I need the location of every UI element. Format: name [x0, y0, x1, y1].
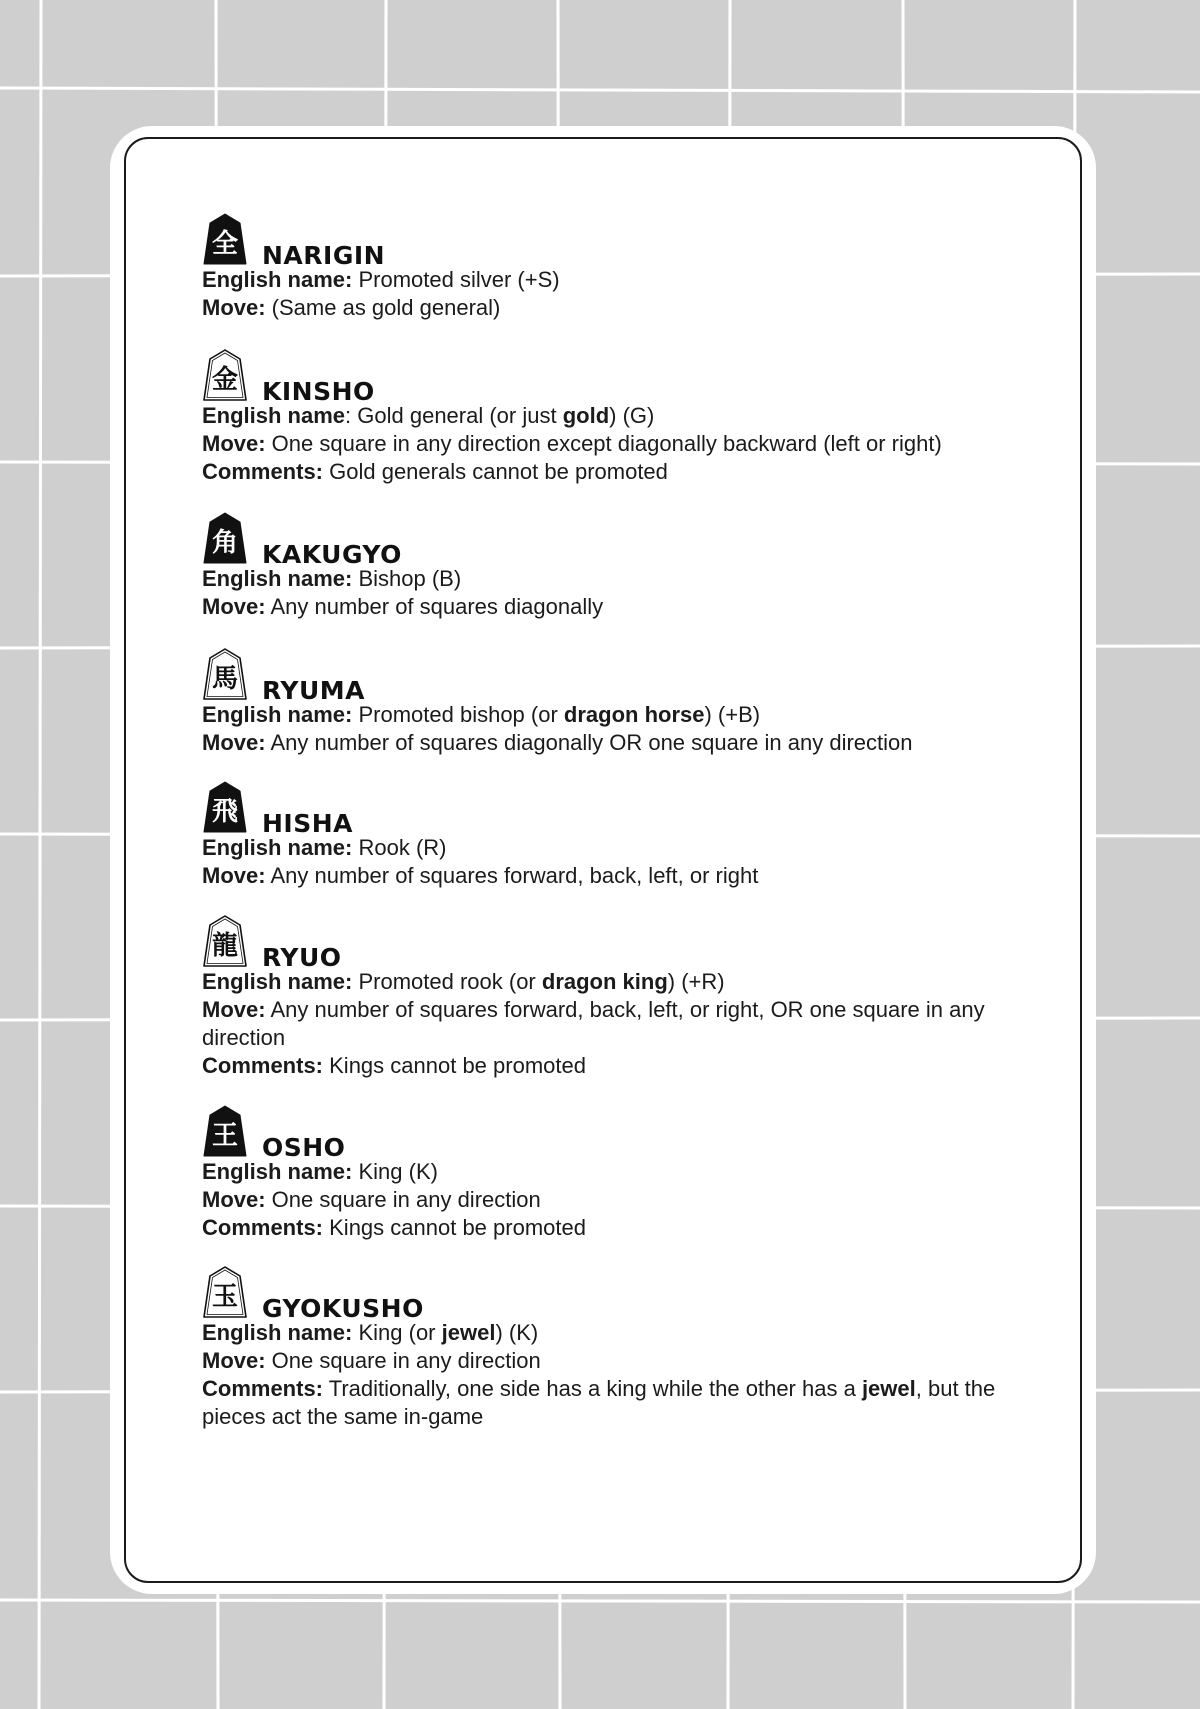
piece-entry-ryuo: [202, 912, 1062, 1080]
detail-text: Traditionally, one side has a king while the other has a: [323, 1376, 862, 1401]
piece-detail-line: [202, 458, 1062, 486]
piece-kanji: 龍: [211, 931, 239, 961]
detail-label: Move:: [202, 863, 266, 888]
piece-name: KAKUGYO: [262, 540, 402, 569]
piece-detail-line: [202, 1158, 1062, 1186]
piece-name: RYUO: [262, 943, 342, 972]
detail-label: Comments:: [202, 1215, 324, 1240]
piece-kanji: 馬: [211, 664, 239, 694]
detail-label: English name:: [202, 566, 353, 591]
piece-detail-line: [202, 1375, 1062, 1431]
piece-entry-gyokusho: [202, 1263, 1062, 1431]
piece-name: GYOKUSHO: [262, 1294, 424, 1323]
detail-text: Gold generals cannot be promoted: [323, 459, 668, 484]
detail-text: ) (K): [495, 1320, 539, 1345]
piece-detail-line: [202, 729, 1062, 757]
piece-entry-ryuma: [202, 645, 1062, 757]
shogi-piece-icon: [202, 212, 248, 266]
piece-detail-line: [202, 294, 1062, 322]
detail-text: Rook (R): [352, 835, 447, 860]
piece-name: NARIGIN: [262, 241, 386, 270]
detail-text: Any number of squares diagonally: [265, 594, 604, 619]
shogi-piece-icon: [202, 914, 248, 968]
detail-label: Move:: [202, 997, 266, 1022]
piece-detail-line: [202, 430, 1062, 458]
detail-text: One square in any direction except diagonally backward (left or right): [265, 431, 942, 456]
piece-name: OSHO: [262, 1133, 346, 1162]
detail-label: English name: [202, 403, 346, 428]
piece-name: RYUMA: [262, 676, 366, 705]
piece-detail-line: [202, 1347, 1062, 1375]
detail-label: Move:: [202, 1187, 266, 1212]
detail-label: Comments:: [202, 459, 324, 484]
detail-text: King (K): [352, 1159, 438, 1184]
shogi-piece-icon: [202, 1265, 248, 1319]
piece-entry-hisha: [202, 778, 1062, 890]
piece-heading: [202, 1102, 1062, 1162]
piece-kanji: 飛: [211, 797, 239, 827]
detail-text: Bishop (B): [352, 566, 462, 591]
detail-label: English name:: [202, 1159, 353, 1184]
piece-kanji: 王: [211, 1121, 239, 1151]
detail-emphasis: jewel: [861, 1376, 916, 1401]
shogi-piece-icon: [202, 647, 248, 701]
detail-label: Move:: [202, 730, 266, 755]
piece-detail-line: [202, 996, 1062, 1052]
piece-heading: [202, 912, 1062, 972]
detail-text: ) (+B): [704, 702, 761, 727]
piece-heading: [202, 645, 1062, 705]
piece-heading: [202, 509, 1062, 569]
piece-detail-line: [202, 266, 1062, 294]
detail-text: Any number of squares forward, back, left, or right: [265, 863, 759, 888]
detail-text: Kings cannot be promoted: [323, 1215, 586, 1240]
piece-detail-line: [202, 862, 1062, 890]
detail-text: Kings cannot be promoted: [323, 1053, 586, 1078]
detail-emphasis: dragon horse: [563, 702, 705, 727]
piece-name: KINSHO: [262, 377, 375, 406]
piece-heading: [202, 778, 1062, 838]
detail-emphasis: gold: [562, 403, 610, 428]
piece-detail-line: [202, 834, 1062, 862]
piece-detail-line: [202, 1052, 1062, 1080]
piece-entry-kinsho: [202, 346, 1062, 486]
detail-label: Comments:: [202, 1376, 324, 1401]
piece-kanji: 玉: [211, 1282, 239, 1312]
detail-emphasis: jewel: [441, 1320, 496, 1345]
shogi-piece-icon: [202, 348, 248, 402]
detail-text: ) (G): [609, 403, 655, 428]
piece-detail-line: [202, 1186, 1062, 1214]
detail-label: Move:: [202, 431, 266, 456]
piece-kanji: 角: [211, 528, 239, 558]
detail-text: One square in any direction: [265, 1187, 541, 1212]
piece-detail-line: [202, 968, 1062, 996]
detail-text: Promoted silver (+S): [352, 267, 560, 292]
piece-entry-osho: [202, 1102, 1062, 1242]
detail-label: Comments:: [202, 1053, 324, 1078]
piece-entry-narigin: [202, 210, 1062, 322]
detail-text: Promoted rook (or: [352, 969, 542, 994]
detail-text: , but the pieces act the same in-game: [202, 1376, 996, 1429]
piece-detail-line: [202, 593, 1062, 621]
detail-text: ) (+R): [667, 969, 725, 994]
piece-heading: [202, 210, 1062, 270]
detail-label: English name:: [202, 267, 353, 292]
piece-heading: [202, 346, 1062, 406]
detail-label: Move:: [202, 594, 266, 619]
shogi-piece-icon: [202, 780, 248, 834]
detail-text: Any number of squares forward, back, left, or right, OR one square in any direction: [202, 997, 985, 1050]
piece-kanji: 全: [211, 229, 239, 259]
detail-text: Any number of squares diagonally OR one square in any direction: [265, 730, 913, 755]
piece-detail-line: [202, 1214, 1062, 1242]
detail-text: : Gold general (or just: [345, 403, 563, 428]
detail-text: King (or: [352, 1320, 442, 1345]
shogi-piece-icon: [202, 1104, 248, 1158]
detail-label: English name:: [202, 1320, 353, 1345]
detail-label: English name:: [202, 969, 353, 994]
detail-label: English name:: [202, 835, 353, 860]
detail-label: Move:: [202, 295, 266, 320]
piece-detail-line: [202, 701, 1062, 729]
piece-detail-line: [202, 402, 1062, 430]
piece-detail-line: [202, 1319, 1062, 1347]
piece-detail-line: [202, 565, 1062, 593]
piece-heading: [202, 1263, 1062, 1323]
detail-label: Move:: [202, 1348, 266, 1373]
detail-emphasis: dragon king: [541, 969, 668, 994]
shogi-piece-icon: [202, 511, 248, 565]
piece-entry-kakugyo: [202, 509, 1062, 621]
detail-text: (Same as gold general): [265, 295, 501, 320]
detail-text: One square in any direction: [265, 1348, 541, 1373]
piece-kanji: 金: [211, 365, 239, 395]
detail-label: English name:: [202, 702, 353, 727]
piece-name: HISHA: [262, 809, 354, 838]
detail-text: Promoted bishop (or: [352, 702, 564, 727]
